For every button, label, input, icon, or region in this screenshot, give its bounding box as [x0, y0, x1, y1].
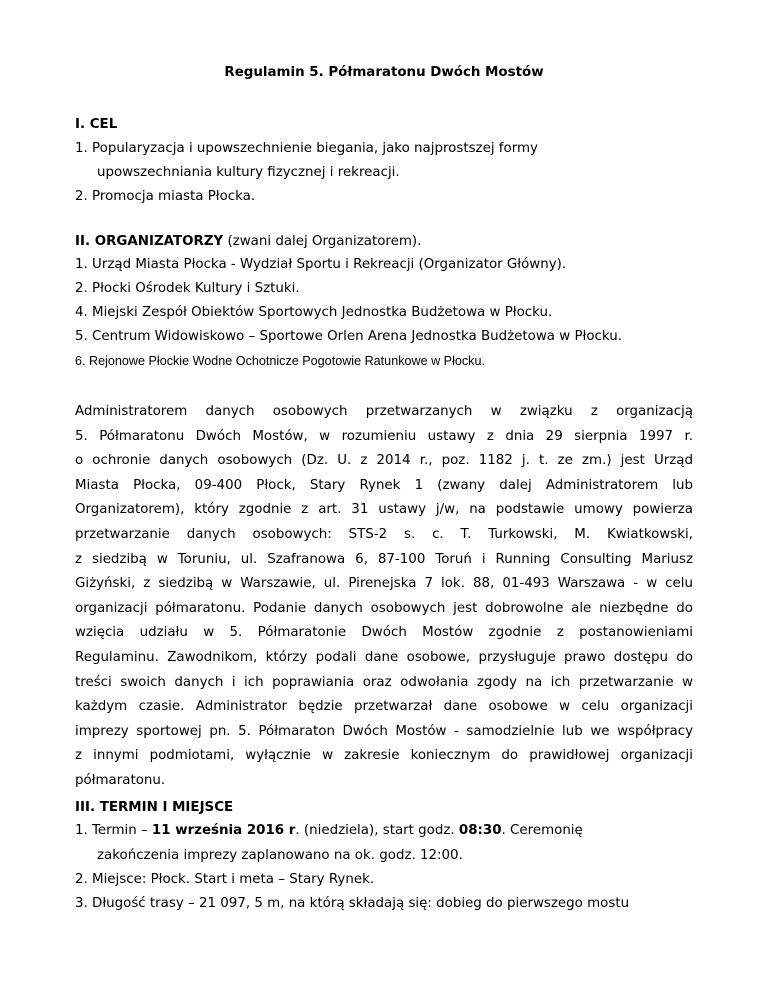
- section-2-item: 4. Miejski Zespół Obiektów Sportowych Jednostka Budżetowa w Płocku.: [75, 305, 553, 320]
- paragraph-line: 5. Półmaratonu Dwóch Mostów, w rozumieniu ustawy z dnia 29 sierpnia 1997 r.: [75, 428, 693, 444]
- paragraph-line: z siedzibą w Toruniu, ul. Szafranowa 6, 87-100 Toruń i Running Consulting Mariusz: [75, 551, 693, 567]
- paragraph-line: wzięcia udziału w 5. Półmaratonie Dwóch Mostów zgodnie z postanowieniami: [75, 625, 693, 641]
- section-3-item-1: [75, 823, 583, 838]
- paragraph-line: o ochronie danych osobowych (Dz. U. z 2014 r., poz. 1182 j. t. ze zm.) jest Urząd: [75, 453, 693, 469]
- data-protection-paragraph: [75, 400, 693, 794]
- section-1-item-1: 1. Popularyzacja i upowszechnienie biegania, jako najprostszej formy: [75, 141, 538, 156]
- paragraph-line: Miasta Płocka, 09-400 Płock, Stary Rynek 1 (zwany dalej Administratorem lub: [75, 477, 693, 493]
- term-mid: . (niedziela), start godz.: [295, 823, 459, 838]
- paragraph-line: Organizatorem), który zgodnie z art. 31 ustawy j/w, na podstawie umowy powierza: [75, 502, 693, 518]
- paragraph-line: organizacji półmaratonu. Podanie danych osobowych jest dobrowolne ale niezbędne do: [75, 600, 693, 616]
- section-2-heading-bold: II. ORGANIZATORZY: [75, 234, 224, 249]
- term-time: 08:30: [458, 823, 502, 838]
- paragraph-line: imprezy sportowej pn. 5. Półmaraton Dwóch Mostów - samodzielnie lub we współpracy: [75, 723, 693, 739]
- paragraph-line: półmaratonu.: [75, 772, 166, 788]
- section-3-item-1-cont: zakończenia imprezy zaplanowano na ok. godz. 12:00.: [97, 848, 463, 863]
- section-3-item-3: 3. Długość trasy – 21 097, 5 m, na którą składają się: dobieg do pierwszego mostu: [75, 896, 630, 911]
- paragraph-line: przetwarzanie danych osobowych: STS-2 s. c. T. Turkowski, M. Kwiatkowski,: [75, 526, 693, 542]
- section-1-heading: I. CEL: [75, 117, 118, 132]
- term-suffix: . Ceremonię: [501, 823, 583, 838]
- section-2-item: 1. Urząd Miasta Płocka - Wydział Sportu i Rekreacji (Organizator Główny).: [75, 257, 567, 272]
- section-2-item: 6. Rejonowe Płockie Wodne Ochotnicze Pogotowie Ratunkowe w Płocku.: [75, 354, 485, 368]
- section-3-heading: III. TERMIN I MIEJSCE: [75, 800, 234, 815]
- paragraph-line: każdym czasie. Administrator będzie przetwarzał dane osobowe w celu organizacji: [75, 699, 693, 715]
- section-2-heading: [75, 234, 421, 249]
- term-prefix: 1. Termin –: [75, 823, 152, 838]
- section-1-item-2: 2. Promocja miasta Płocka.: [75, 189, 256, 204]
- section-2-heading-rest: (zwani dalej Organizatorem).: [223, 234, 422, 249]
- paragraph-line: Administratorem danych osobowych przetwarzanych w związku z organizacją: [75, 404, 693, 419]
- section-3-item-2: 2. Miejsce: Płock. Start i meta – Stary Rynek.: [75, 872, 375, 887]
- paragraph-line: Regulaminu. Zawodnikom, którzy podali dane osobowe, przysługuje prawo dostępu do: [75, 649, 693, 665]
- section-2-item: 5. Centrum Widowiskowo – Sportowe Orlen Arena Jednostka Budżetowa w Płocku.: [75, 329, 622, 344]
- paragraph-line: treści swoich danych i ich poprawiania oraz odwołania zgody na ich przetwarzanie w: [75, 674, 693, 690]
- section-1-item-1-cont: upowszechniania kultury fizycznej i rekreacji.: [97, 165, 400, 180]
- section-2-item: 2. Płocki Ośrodek Kultury i Sztuki.: [75, 281, 300, 296]
- term-date: 11 września 2016 r: [151, 823, 296, 838]
- paragraph-line: Giżyński, z siedzibą w Warszawie, ul. Pirenejska 7 lok. 88, 01-493 Warszawa - w celu: [75, 576, 693, 592]
- document-title: Regulamin 5. Półmaratonu Dwóch Mostów: [224, 65, 544, 80]
- paragraph-line: z innymi podmiotami, wyłącznie w zakresie koniecznym do prawidłowej organizacji: [75, 748, 693, 764]
